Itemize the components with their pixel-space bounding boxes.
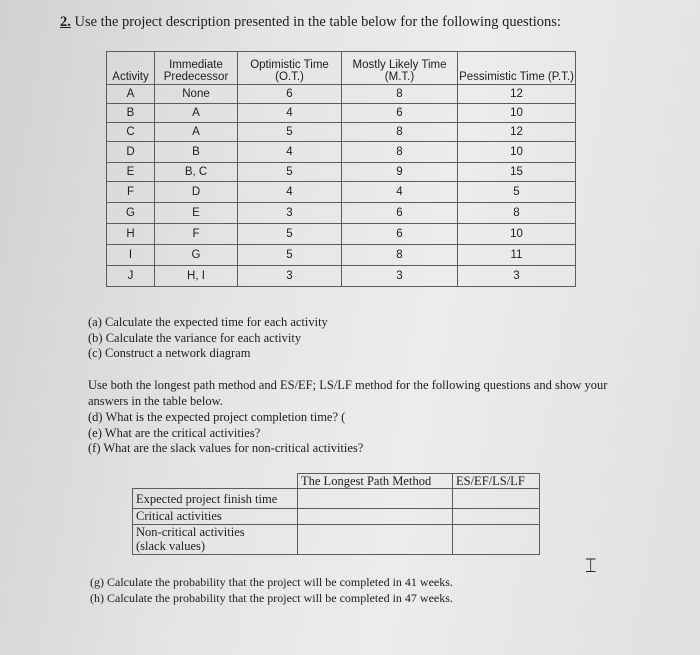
cell-mt: 9: [342, 163, 458, 182]
cell-predecessor: D: [155, 182, 238, 203]
row-label-critical: Critical activities: [133, 509, 298, 525]
cell-mt: 8: [342, 245, 458, 266]
answer-cell-finish-longest[interactable]: [298, 489, 453, 509]
cell-activity: D: [107, 142, 155, 163]
answer-corner: [133, 474, 298, 489]
cell-predecessor: A: [155, 104, 238, 123]
answer-table: [132, 473, 540, 555]
parts-abc: [88, 315, 328, 362]
cell-ot: 4: [238, 182, 342, 203]
table-row: [107, 245, 576, 266]
cell-mt: 4: [342, 182, 458, 203]
cell-mt: 3: [342, 266, 458, 287]
text-cursor-icon: ⌶: [585, 555, 597, 577]
answer-cell-critical-es[interactable]: [453, 509, 540, 525]
row-label-noncritical: [133, 525, 298, 555]
part-a: (a) Calculate the expected time for each activity: [88, 315, 328, 329]
cell-ot: 4: [238, 104, 342, 123]
parts-gh: [90, 575, 453, 606]
cell-ot: 5: [238, 163, 342, 182]
table-row: [107, 142, 576, 163]
header-activity: Activity: [107, 52, 155, 85]
cell-predecessor: A: [155, 123, 238, 142]
cell-ot: 5: [238, 224, 342, 245]
answer-row-critical: [133, 509, 540, 525]
question-text: Use the project description presented in the table below for the following questions:: [74, 14, 561, 30]
cell-activity: A: [107, 85, 155, 104]
cell-predecessor: E: [155, 203, 238, 224]
cell-pt: 3: [458, 266, 576, 287]
cell-predecessor: F: [155, 224, 238, 245]
part-h: (h) Calculate the probability that the project will be completed in 47 weeks.: [90, 590, 453, 605]
cell-activity: H: [107, 224, 155, 245]
cell-pt: 12: [458, 123, 576, 142]
question-title: [60, 14, 561, 31]
row-label-finish: Expected project finish time: [133, 489, 298, 509]
parts-def: [88, 410, 363, 457]
cell-predecessor: H, I: [155, 266, 238, 287]
header-es-ef: ES/EF/LS/LF: [453, 474, 540, 489]
instructions: Use both the longest path method and ES/EF; LS/LF method for the following questions and show your answers in the table below.: [88, 378, 608, 408]
cell-predecessor: None: [155, 85, 238, 104]
cell-activity: G: [107, 203, 155, 224]
table-row: [107, 163, 576, 182]
row-label-noncritical-line2: (slack values): [136, 539, 206, 553]
cell-mt: 6: [342, 104, 458, 123]
cell-pt: 10: [458, 142, 576, 163]
cell-activity: I: [107, 245, 155, 266]
header-optimistic: Optimistic Time (O.T.): [238, 52, 342, 85]
answer-cell-critical-longest[interactable]: [298, 509, 453, 525]
part-d: (d) What is the expected project completion time? (: [88, 410, 346, 424]
cell-ot: 4: [238, 142, 342, 163]
table-row: [107, 104, 576, 123]
cell-pt: 11: [458, 245, 576, 266]
table-row: [107, 123, 576, 142]
part-e: (e) What are the critical activities?: [88, 425, 261, 440]
cell-predecessor: B, C: [155, 163, 238, 182]
cell-activity: J: [107, 266, 155, 287]
question-number: 2.: [60, 14, 71, 30]
header-most-likely: Mostly Likely Time (M.T.): [342, 52, 458, 85]
cell-ot: 5: [238, 123, 342, 142]
table-row: [107, 224, 576, 245]
cell-ot: 6: [238, 85, 342, 104]
table-row: [107, 85, 576, 104]
part-b: (b) Calculate the variance for each activity: [88, 330, 302, 345]
answer-cell-noncritical-es[interactable]: [453, 525, 540, 555]
table-row: [107, 266, 576, 287]
cell-predecessor: G: [155, 245, 238, 266]
part-c: (c) Construct a network diagram: [88, 346, 251, 360]
table-row: [107, 203, 576, 224]
answer-cell-noncritical-longest[interactable]: [298, 525, 453, 555]
cell-pt: 8: [458, 203, 576, 224]
answer-cell-finish-es[interactable]: [453, 489, 540, 509]
cell-activity: F: [107, 182, 155, 203]
activity-table-header: [107, 52, 576, 85]
part-f: (f) What are the slack values for non-critical activities?: [88, 441, 364, 455]
header-pessimistic: Pessimistic Time (P.T.): [458, 52, 576, 85]
answer-row-noncritical: [133, 525, 540, 555]
cell-mt: 6: [342, 224, 458, 245]
cell-pt: 15: [458, 163, 576, 182]
cell-pt: 12: [458, 85, 576, 104]
cell-activity: B: [107, 104, 155, 123]
cell-pt: 5: [458, 182, 576, 203]
cell-ot: 5: [238, 245, 342, 266]
activity-table: [106, 51, 576, 287]
header-longest-path: The Longest Path Method: [298, 474, 453, 489]
cell-mt: 8: [342, 123, 458, 142]
cell-ot: 3: [238, 203, 342, 224]
cell-mt: 6: [342, 203, 458, 224]
cell-ot: 3: [238, 266, 342, 287]
header-predecessor: Immediate Predecessor: [155, 52, 238, 85]
cell-activity: C: [107, 123, 155, 142]
cell-mt: 8: [342, 85, 458, 104]
cell-mt: 8: [342, 142, 458, 163]
cell-pt: 10: [458, 224, 576, 245]
part-g: (g) Calculate the probability that the project will be completed in 41 weeks.: [90, 575, 453, 589]
cell-activity: E: [107, 163, 155, 182]
answer-header: [133, 474, 540, 489]
row-label-noncritical-line1: Non-critical activities: [136, 525, 245, 539]
table-row: [107, 182, 576, 203]
cell-predecessor: B: [155, 142, 238, 163]
answer-row-finish: [133, 489, 540, 509]
cell-pt: 10: [458, 104, 576, 123]
